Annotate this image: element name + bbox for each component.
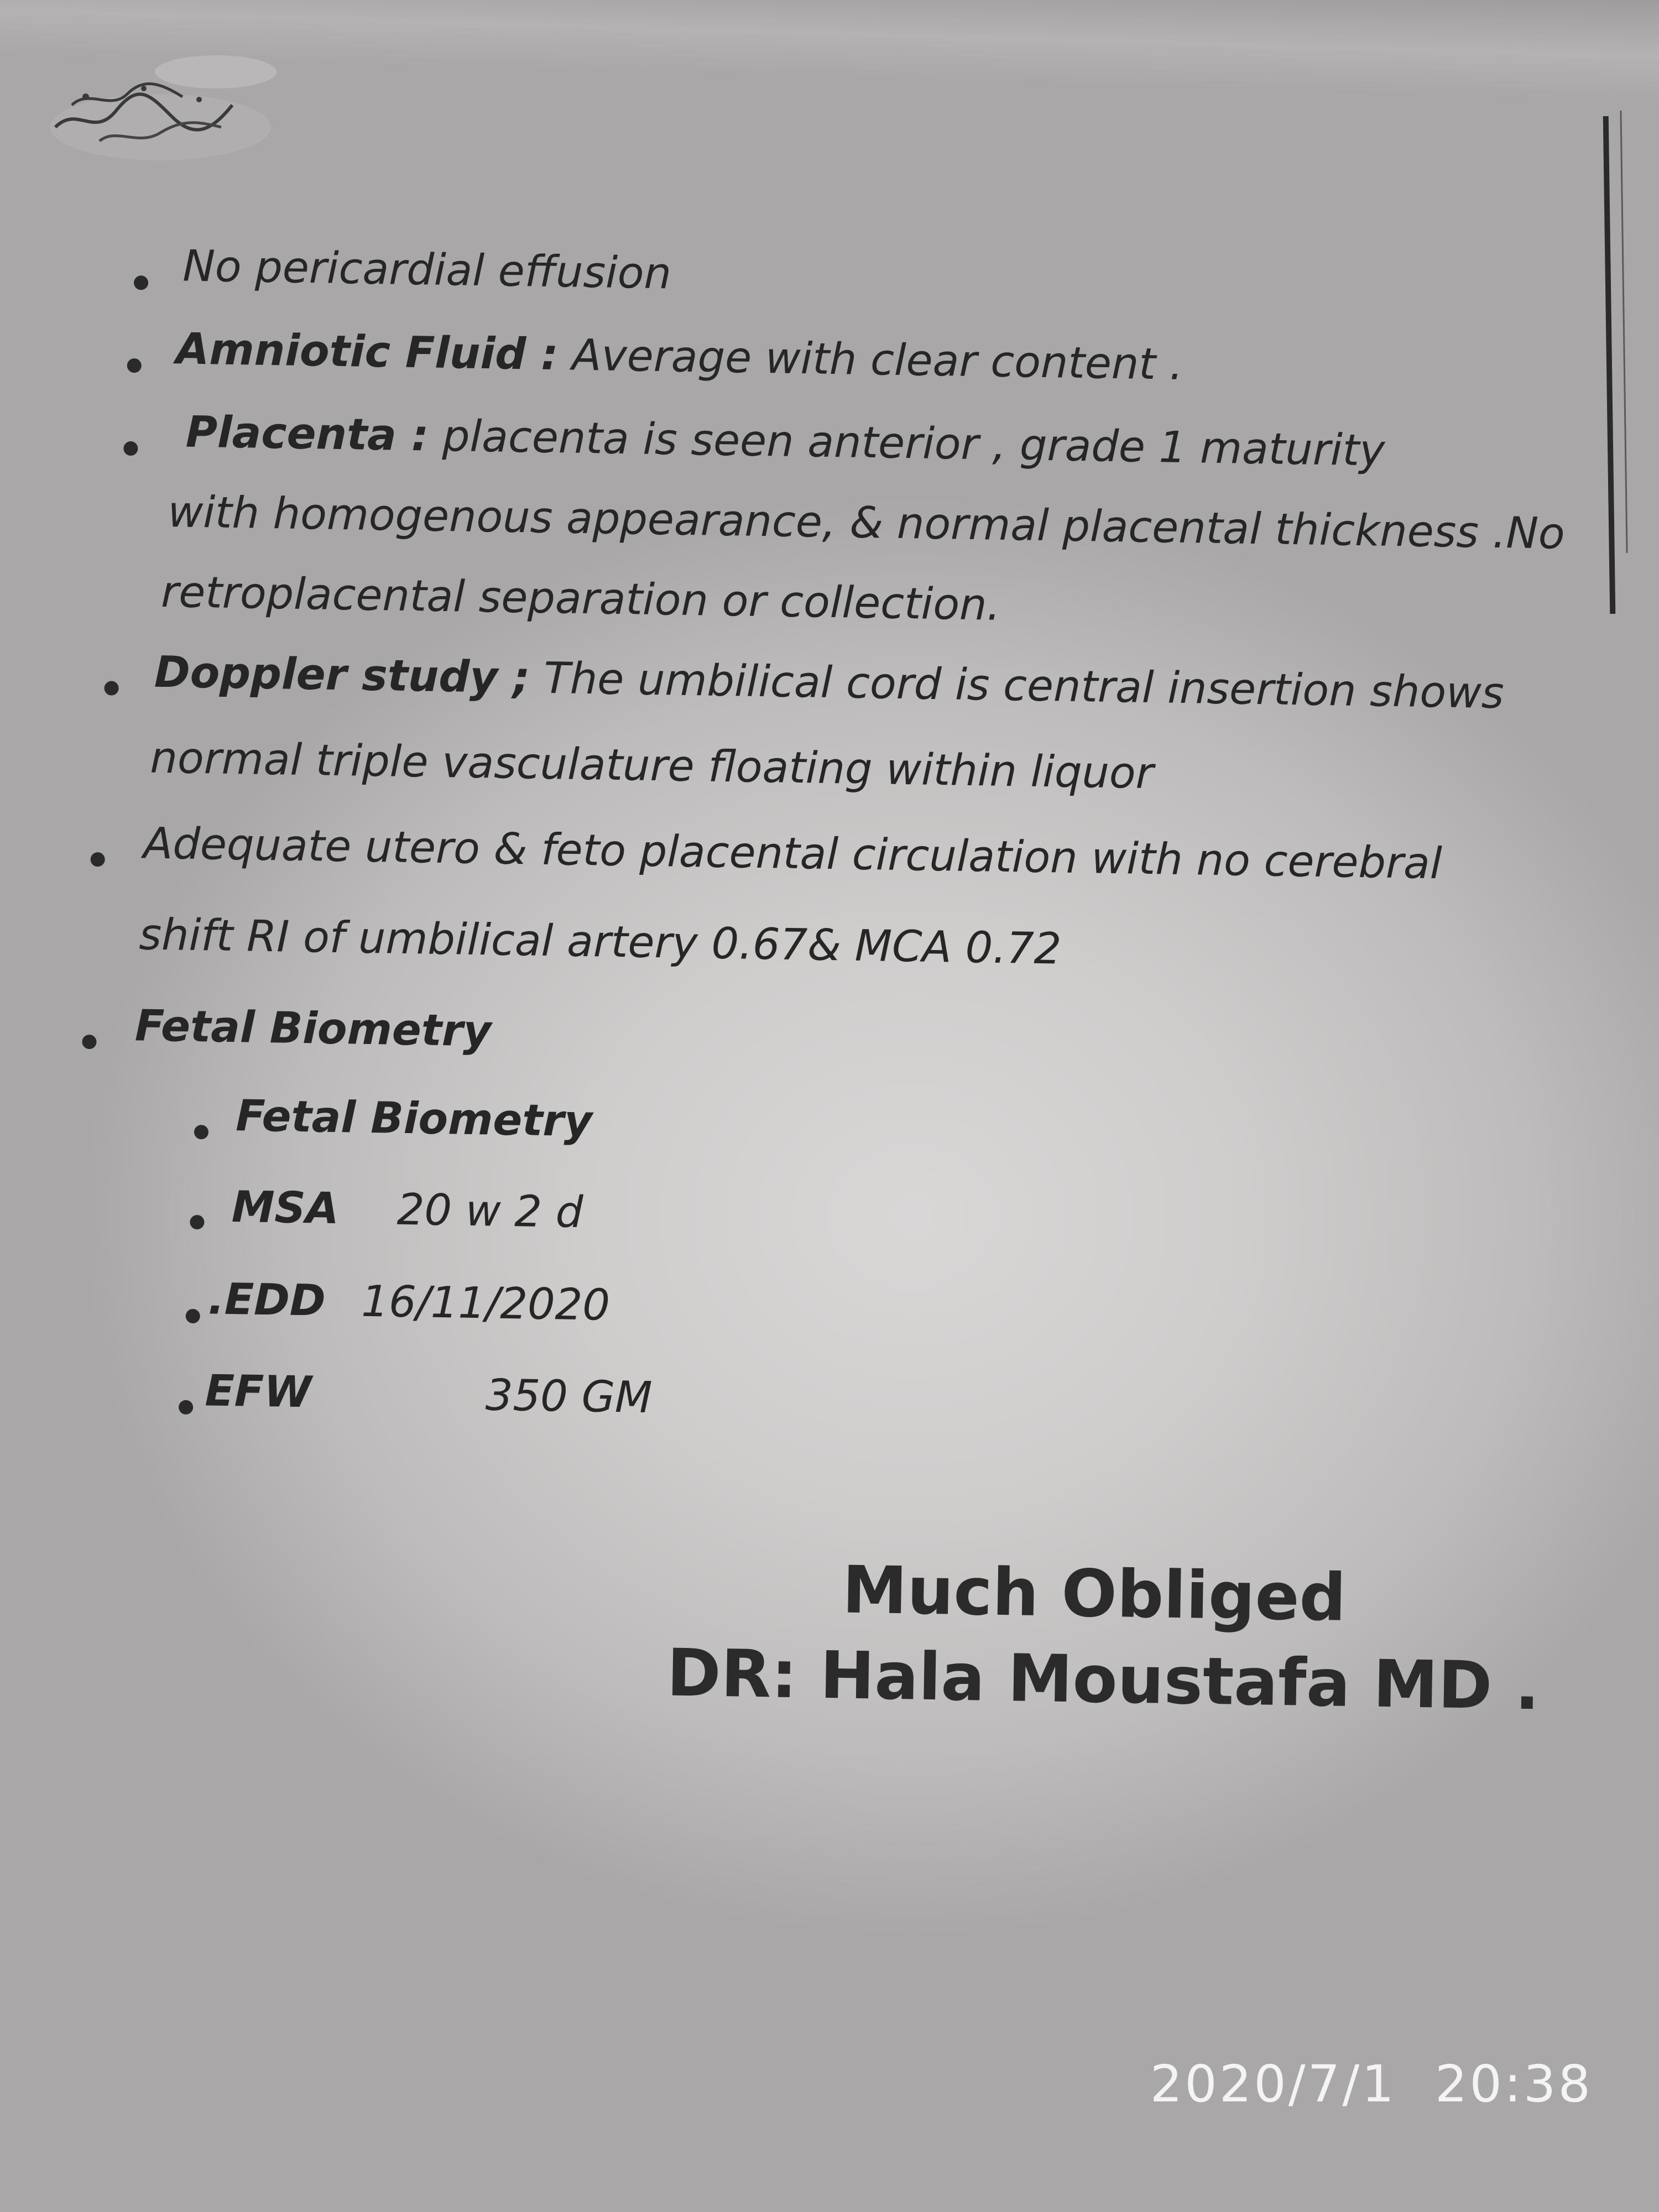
bullet bbox=[90, 852, 105, 867]
efw-label: EFW bbox=[204, 1366, 312, 1418]
doppler-label: Doppler study ; bbox=[154, 647, 531, 703]
edd-line bbox=[208, 1274, 611, 1330]
bullet bbox=[127, 358, 142, 373]
bullet bbox=[179, 1400, 193, 1415]
efw-value: 350 GM bbox=[485, 1370, 653, 1423]
biometry-subheading: Fetal Biometry bbox=[235, 1091, 593, 1147]
placenta-text-1: placenta is seen anterior , grade 1 maturity bbox=[428, 411, 1386, 476]
doppler-text-1: The umbilical cord is central insertion shows bbox=[529, 653, 1505, 719]
pericardial-line: No pericardial effusion bbox=[182, 241, 672, 299]
placenta-line-1 bbox=[185, 408, 1385, 476]
bullet bbox=[194, 1125, 208, 1139]
msa-line bbox=[231, 1182, 583, 1238]
edd-label: .EDD bbox=[207, 1274, 326, 1326]
edd-value: 16/11/2020 bbox=[361, 1276, 611, 1331]
doctor-name: DR: Hala Moustafa MD . bbox=[666, 1634, 1541, 1725]
bullet bbox=[186, 1309, 200, 1323]
circulation-line-2: shift RI of umbilical artery 0.67& MCA 0.72 bbox=[138, 910, 1062, 974]
timestamp-time: 20:38 bbox=[1434, 2054, 1593, 2114]
placenta-label: Placenta : bbox=[185, 407, 429, 461]
bullet bbox=[134, 275, 148, 290]
bullet bbox=[104, 681, 118, 695]
amniotic-label: Amniotic Fluid : bbox=[175, 324, 559, 380]
biometry-heading: Fetal Biometry bbox=[134, 1001, 492, 1057]
doppler-line-2: normal triple vasculature floating within liquor bbox=[149, 733, 1154, 799]
msa-label: MSA bbox=[231, 1182, 340, 1234]
placenta-line-3: retroplacental separation or collection. bbox=[160, 567, 1001, 630]
bullet bbox=[190, 1215, 204, 1229]
closing-text: Much Obliged bbox=[842, 1551, 1347, 1636]
msa-value: 20 w 2 d bbox=[397, 1185, 584, 1238]
efw-line bbox=[205, 1366, 653, 1423]
circulation-line-1: Adequate utero & feto placental circulation with no cerebral bbox=[143, 818, 1443, 889]
amniotic-text: Average with clear content . bbox=[557, 330, 1184, 390]
placenta-line-2: with homogenous appearance, & normal placental thickness .No bbox=[167, 487, 1566, 559]
amniotic-line bbox=[176, 324, 1184, 390]
timestamp-date: 2020/7/1 bbox=[1150, 2054, 1396, 2114]
bullet bbox=[123, 441, 138, 456]
doppler-line-1 bbox=[154, 648, 1504, 718]
bullet bbox=[82, 1035, 96, 1049]
photo-timestamp bbox=[1150, 2054, 1593, 2114]
